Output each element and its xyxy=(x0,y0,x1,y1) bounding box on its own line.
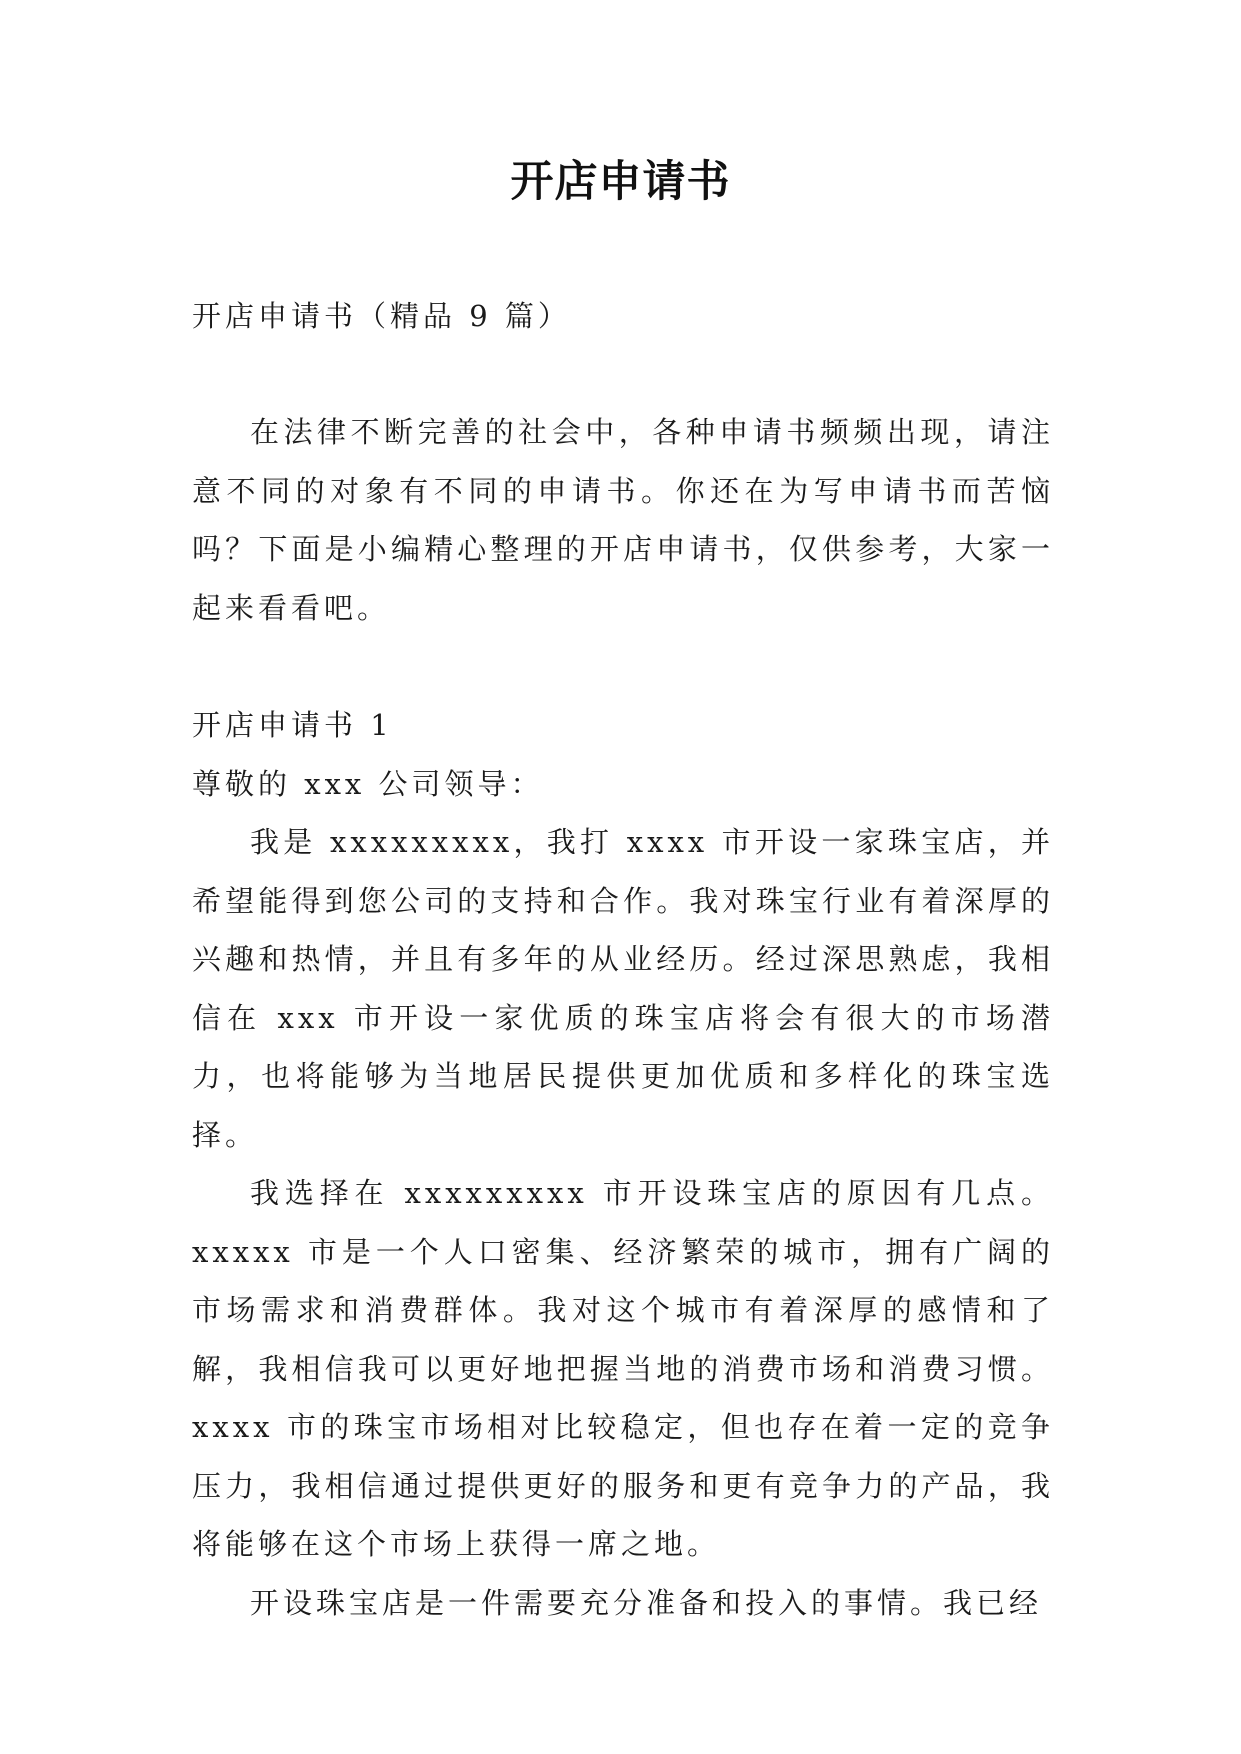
letter-paragraph-3: 开设珠宝店是一件需要充分准备和投入的事情。我已经 xyxy=(250,1585,1043,1620)
document-subtitle xyxy=(192,287,1054,346)
letter-paragraph-2: 我选择在 xxxxxxxxx 市开设珠宝店的原因有几点。xxxxx 市是一个人口密集、经济繁荣的城市，拥有广阔的市场需求和消费群体。我对这个城市有着深厚的感情和了解，我相信我可以更好地把握当地的消费市场和消费习惯。xxxx 市的珠宝市场相对比较稳定，但也存在着一定的竞争压力，我相信通过提供更好的服务和更有竞争力的产品，我将能够在这个市场上获得一席之地。 xyxy=(192,1176,1054,1561)
subtitle-text: 开店申请书（精品 9 篇） xyxy=(192,299,571,333)
intro-paragraph: 在法律不断完善的社会中，各种申请书频频出现，请注意不同的对象有不同的申请书。你还在为写申请书而苦恼吗？下面是小编精心整理的开店申请书，仅供参考，大家一起来看看吧。 xyxy=(192,415,1054,625)
salutation: 尊敬的 xxx 公司领导： xyxy=(192,766,544,801)
document-title: 开店申请书 xyxy=(510,157,731,207)
letter-section xyxy=(192,696,1054,1632)
section-heading: 开店申请书 1 xyxy=(192,708,393,742)
intro-paragraph-block xyxy=(192,403,1054,637)
letter-paragraph-1: 我是 xxxxxxxxx，我打 xxxx 市开设一家珠宝店，并希望能得到您公司的支持和合作。我对珠宝行业有着深厚的兴趣和热情，并且有多年的从业经历。经过深思熟虑，我相信在 xxx 市开设一家优质的珠宝店将会有很大的市场潜力，也将能够为当地居民提供更加优质和多样化的珠宝选择。 xyxy=(192,825,1054,1152)
